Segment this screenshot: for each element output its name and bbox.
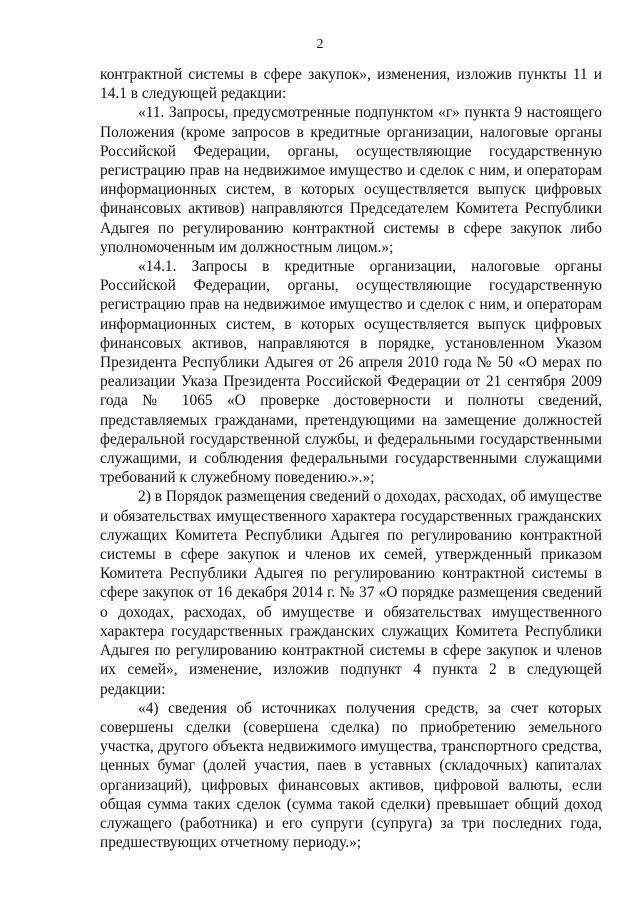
paragraph-item-11: «11. Запросы, предусмотренные подпунктом «г» пункта 9 настоящего Положения (кроме запросов в кредитные организации, налоговые органы Российской Федерации, органы, осуществляющие государственную регистрацию прав на недвижимое имущество и сделок с ним, и операторам информационных систем, в которых осуществляется выпуск цифровых финансовых активов) направляются Председателем Комитета Республики Адыгея по регулированию контрактной системы в сфере закупок либо уполномоченным им должностным лицом.»; <box>100 104 602 256</box>
paragraph-item-14-1: «14.1. Запросы в кредитные организации, налоговые органы Российской Федерации, органы, осуществляющие государственную регистрацию прав на недвижимое имущество и сделок с ним, и операторам информационных систем, в которых осуществляется выпуск цифровых финансовых активов, направляются в порядке, установленном Указом Президента Республики Адыгея от 26 апреля 2010 года № 50 «О мерах по реализации Указа Президента Российской Федерации от 21 сентября 2009 года № 1065 «О проверке достоверности и полноты сведений, представляемых гражданами, претендующими на замещение должностей федеральной государственной службы, и федеральными государственными служащими, и соблюдения федеральными государственными служащими требований к служебному поведению.».»; <box>100 258 602 487</box>
paragraph-item-4: «4) сведения об источниках получения средств, за счет которых совершены сделки (совершена сделка) по приобретению земельного участка, другого объекта недвижимого имущества, транспортного средства, ценных бумаг (долей участия, паев в уставных (складочных) капиталах организаций), цифровых финансовых активов, цифровой валюты, если общая сумма таких сделок (сумма такой сделки) превышает общий доход служащего (работника) и его супруги (супруга) за три последних года, предшествующих отчетному периоду.»; <box>100 699 602 852</box>
document-body <box>100 65 602 852</box>
paragraph-intro: контрактной системы в сфере закупок», изменения, изложив пункты 11 и 14.1 в следующей редакции: <box>100 66 602 103</box>
page-number: 2 <box>316 37 324 52</box>
paragraph-item-2: 2) в Порядок размещения сведений о доходах, расходах, об имуществе и обязательствах имущественного характера государственных гражданских служащих Комитета Республики Адыгея по регулированию контрактной системы в сфере закупок и членов их семей, утвержденный приказом Комитета Республики Адыгея по регулированию контрактной системы в сфере закупок от 16 декабря 2014 г. № 37 «О порядке размещения сведений о доходах, расходах, об имуществе и обязательствах имущественного характера государственных гражданских служащих Комитета Республики Адыгея по регулированию контрактной системы в сфере закупок и членов их семей», изменение, изложив подпункт 4 пункта 2 в следующей редакции: <box>100 488 602 698</box>
